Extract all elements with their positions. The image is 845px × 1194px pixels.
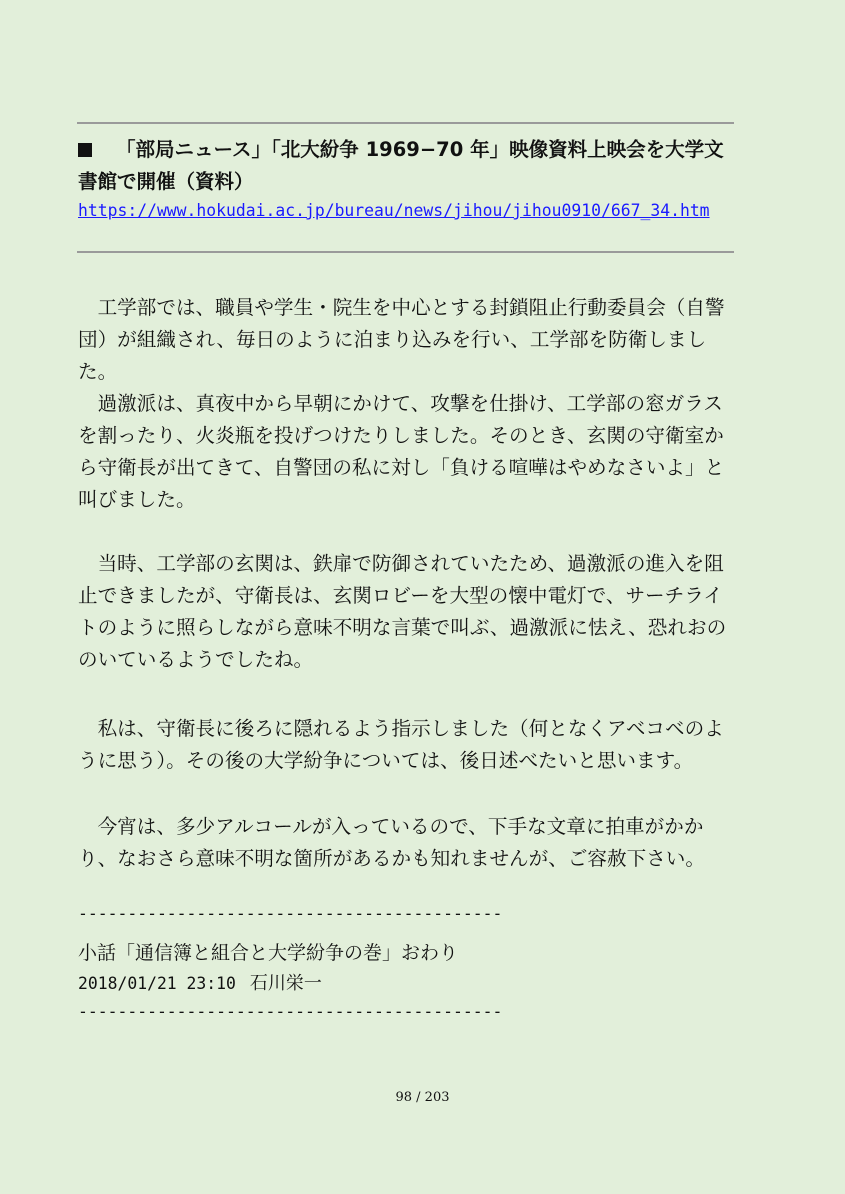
square-bullet-icon bbox=[78, 143, 92, 157]
footer-separator-bottom: ------------------------------------------- bbox=[78, 1002, 503, 1021]
divider-bottom bbox=[77, 251, 734, 253]
source-link[interactable]: https://www.hokudai.ac.jp/bureau/news/jihou/jihou0910/667_34.htm bbox=[78, 201, 710, 220]
heading-text: 「部局ニュース」「北大紛争 1969−70 年」映像資料上映会を大学文書館で開催（資料） bbox=[78, 138, 724, 193]
paragraph: 過激派は、真夜中から早朝にかけて、攻撃を仕掛け、工学部の窓ガラスを割ったり、火炎瓶を投げつけたりしました。そのとき、玄関の守衛室から守衛長が出てきて、自警団の私に対し「負ける喧嘩はやめなさいよ」と叫びました。 bbox=[78, 392, 725, 511]
paragraph: 当時、工学部の玄関は、鉄扉で防御されていたため、過激派の進入を阻止できましたが、守衛長は、玄関ロビーを大型の懐中電灯で、サーチライトのように照らしながら意味不明な言葉で叫ぶ、過激派に怯え、恐れおののいているようでしたね。 bbox=[78, 552, 727, 671]
divider-top bbox=[77, 122, 734, 124]
paragraph: 私は、守衛長に後ろに隠れるよう指示しました（何となくアベコベのように思う）。その後の大学紛争については、後日述べたいと思います。 bbox=[78, 717, 724, 772]
paragraph: 工学部では、職員や学生・院生を中心とする封鎖阻止行動委員会（自警団）が組織され、毎日のように泊まり込みを行い、工学部を防衛しました。 bbox=[78, 296, 725, 383]
page-number: 98 / 203 bbox=[395, 1090, 450, 1105]
paragraph-block-2 bbox=[78, 548, 738, 676]
author-name: 石川栄一 bbox=[249, 973, 322, 994]
section-heading bbox=[78, 134, 738, 198]
footer-title: 小話「通信簿と組合と大学紛争の巻」おわり bbox=[78, 942, 459, 964]
paragraph-block-3 bbox=[78, 713, 738, 777]
paragraph: 今宵は、多少アルコールが入っているので、下手な文章に拍車がかかり、なおさら意味不明な箇所があるかも知れませんが、ご容赦下さい。 bbox=[78, 815, 705, 870]
paragraph-block-4 bbox=[78, 811, 738, 875]
footer-separator-top: ------------------------------------------- bbox=[78, 904, 503, 923]
footer-signature bbox=[78, 970, 322, 998]
post-datetime: 2018/01/21 23:10 bbox=[78, 974, 236, 993]
paragraph-block-1 bbox=[78, 292, 738, 516]
